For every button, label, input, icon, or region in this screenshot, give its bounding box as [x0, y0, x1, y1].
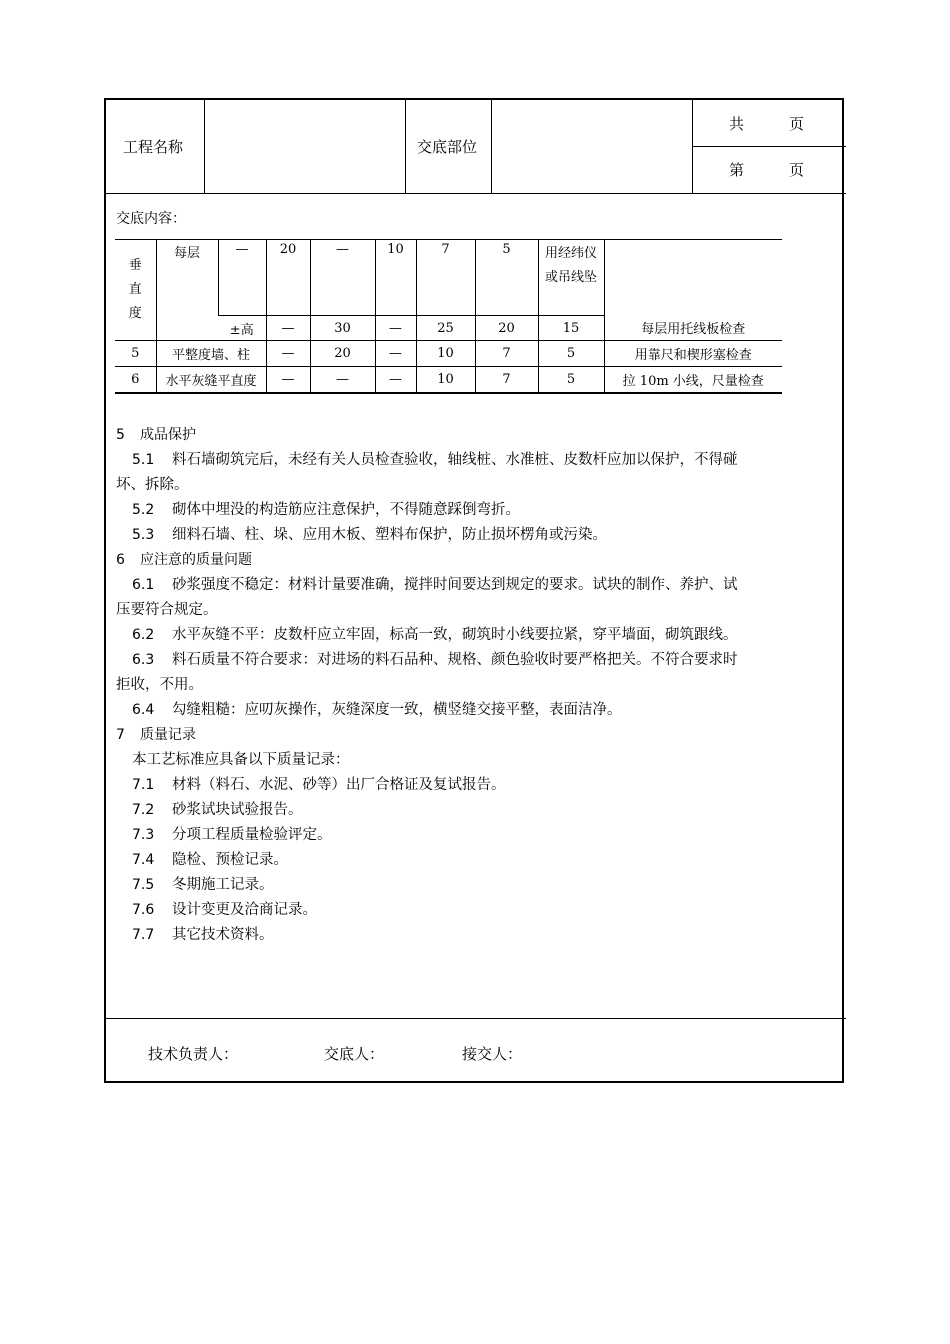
table-cell: 7	[416, 240, 475, 316]
location-label: 交底部位	[417, 138, 478, 156]
divider	[692, 146, 846, 147]
paragraph: 5.2 砌体中埋没的构造筋应注意保护，不得随意踩倒弯折。	[132, 502, 520, 518]
table-cell: 25	[416, 316, 475, 341]
table-cell: —	[266, 367, 310, 393]
list-item: 7.4 隐检、预检记录。	[132, 852, 288, 868]
table-cell: —	[218, 240, 266, 316]
section-heading: 6 应注意的质量问题	[116, 552, 252, 568]
table-cell: 用靠尺和楔形塞检查	[604, 341, 782, 367]
paragraph: 6.2 水平灰缝不平：皮数杆应立牢固，标高一致，砌筑时小线要拉紧，穿平墙面，砌筑跟线。	[132, 627, 738, 643]
table-cell: 10	[416, 367, 475, 393]
receiver-signature[interactable]: 接交人：	[462, 1045, 523, 1063]
table-cell: 15	[538, 316, 604, 341]
content-label: 交底内容：	[116, 211, 186, 227]
paragraph: 本工艺标准应具备以下质量记录：	[132, 752, 350, 768]
list-item: 7.1 材料（料石、水泥、砂等）出厂合格证及复试报告。	[132, 777, 506, 793]
section-heading: 5 成品保护	[116, 427, 196, 443]
paragraph-continuation: 压要符合规定。	[116, 602, 218, 618]
section-heading: 7 质量记录	[116, 727, 196, 743]
table-cell: —	[375, 341, 416, 367]
table-cell: 5	[538, 341, 604, 367]
table-cell: 20	[475, 316, 538, 341]
full-height-label: ±高	[218, 316, 266, 341]
table-cell: —	[375, 367, 416, 393]
paragraph-continuation: 坏、拆除。	[116, 477, 189, 493]
table-row	[115, 240, 782, 316]
paragraph: 6.3 料石质量不符合要求：对进场的料石品种、规格、颜色验收时要严格把关。不符合要求时	[132, 652, 738, 668]
inspection-table	[115, 239, 782, 394]
list-item: 7.3 分项工程质量检验评定。	[132, 827, 332, 843]
list-item: 7.6 设计变更及洽商记录。	[132, 902, 317, 918]
table-cell: —	[266, 341, 310, 367]
table-cell: 20	[266, 240, 310, 316]
table-cell: 5	[475, 240, 538, 316]
table-cell: 用经纬仪或吊线坠	[538, 240, 604, 316]
table-cell: 10	[375, 240, 416, 316]
form-header	[106, 100, 846, 194]
paragraph-continuation: 拒收，不用。	[116, 677, 203, 693]
table-cell: 7	[475, 367, 538, 393]
table-cell: 5	[538, 367, 604, 393]
tech-lead-signature[interactable]: 技术负责人：	[148, 1045, 239, 1063]
table-cell: 20	[310, 341, 375, 367]
table-cell: 平整度墙、柱	[156, 341, 266, 367]
paragraph: 5.1 料石墙砌筑完后，未经有关人员检查验收，轴线桩、水准桩、皮数杆应加以保护，不得碰	[132, 452, 738, 468]
table-cell: —	[310, 367, 375, 393]
table-cell: 6	[115, 367, 156, 393]
table-cell: 10	[416, 341, 475, 367]
project-name-label: 工程名称	[123, 138, 184, 156]
total-pages: 共 页	[729, 115, 805, 133]
disclosure-form	[104, 98, 844, 1083]
per-floor-label: 每层	[156, 240, 218, 341]
table-row	[115, 367, 782, 393]
paragraph: 6.1 砂浆强度不稳定：材料计量要准确，搅拌时间要达到规定的要求。试块的制作、养护、试	[132, 577, 738, 593]
divider	[491, 100, 492, 193]
table-cell: 30	[310, 316, 375, 341]
table-cell: 拉 10m 小线，尺量检查	[604, 367, 782, 393]
list-item: 7.5 冬期施工记录。	[132, 877, 274, 893]
table-cell: —	[266, 316, 310, 341]
table-cell: 水平灰缝平直度	[156, 367, 266, 393]
divider	[204, 100, 205, 193]
signature-row	[106, 1018, 846, 1085]
table-cell: —	[310, 240, 375, 316]
paragraph: 6.4 勾缝粗糙：应叨灰操作，灰缝深度一致，横竖缝交接平整，表面洁净。	[132, 702, 622, 718]
table-cell: 每层用托线板检查	[604, 240, 782, 341]
discloser-signature[interactable]: 交底人：	[324, 1045, 385, 1063]
paragraph: 5.3 细料石墙、柱、垛、应用木板、塑料布保护，防止损坏楞角或污染。	[132, 527, 607, 543]
table-cell: —	[375, 316, 416, 341]
table-cell: 5	[115, 341, 156, 367]
page-number: 第 页	[729, 161, 805, 179]
table-row	[115, 341, 782, 367]
table-cell: 7	[475, 341, 538, 367]
body-text	[116, 423, 841, 948]
divider	[405, 100, 406, 193]
list-item: 7.2 砂浆试块试验报告。	[132, 802, 303, 818]
verticality-label: 垂直度	[115, 240, 156, 341]
list-item: 7.7 其它技术资料。	[132, 927, 274, 943]
